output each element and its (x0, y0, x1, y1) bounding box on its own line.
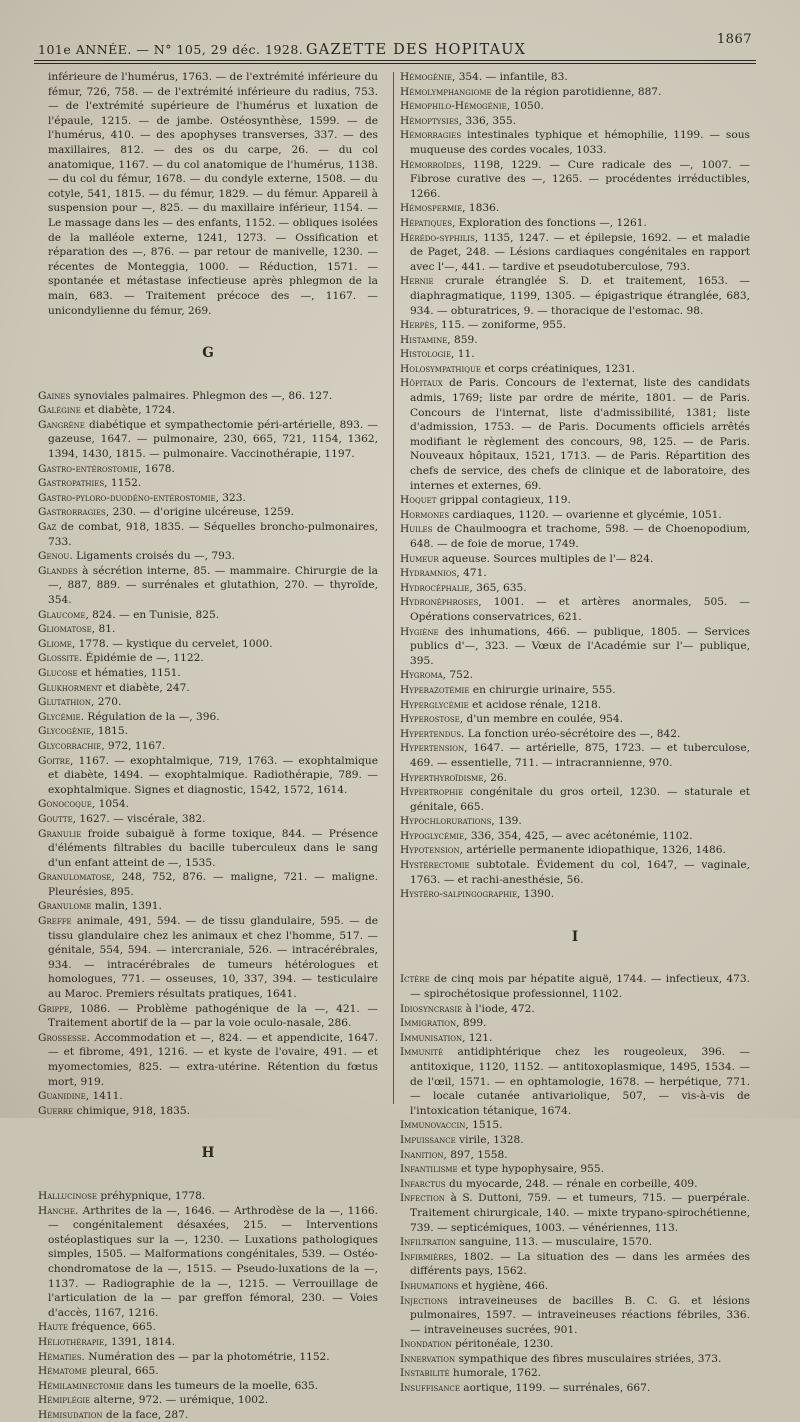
entry-heading: Gliomatose, (38, 623, 96, 636)
entry-references: 1836. (465, 202, 500, 215)
entry-references: Numération des — par la photométrie, 1152. (84, 1350, 330, 1363)
index-entry (400, 1337, 750, 1352)
entry-references: 121. (465, 1031, 493, 1044)
entry-heading: Haute (38, 1321, 68, 1334)
index-entry (38, 899, 378, 914)
index-entry (38, 739, 378, 754)
entry-references: 1390. (520, 888, 555, 901)
entry-references: 1050. (510, 100, 544, 113)
index-entry (38, 710, 378, 725)
entry-references: 1627. — viscérale, 382. (76, 812, 206, 825)
index-entry (400, 814, 750, 829)
index-entry (38, 754, 378, 798)
entry-heading: Immunovaccin, (400, 1119, 469, 1132)
entry-heading: Hémoptysies, (400, 114, 463, 127)
entry-heading: Hygroma, (400, 669, 447, 682)
index-entry (38, 827, 378, 871)
entry-heading: Hormones (400, 508, 450, 521)
entry-heading: Glycogénie, (38, 725, 95, 738)
index-entry (400, 595, 750, 624)
index-entry (38, 914, 378, 1002)
entry-heading: Guerre (38, 1104, 74, 1117)
entry-heading: Humeur (400, 552, 439, 565)
index-entry (38, 403, 378, 418)
index-entry (400, 201, 750, 216)
index-entry (400, 829, 750, 844)
entry-heading: Hoquet (400, 494, 437, 507)
entry-heading: Glycorrachie, (38, 739, 105, 752)
entry-heading: Hydramnios, (400, 567, 460, 580)
page-number: 1867 (716, 32, 752, 47)
entry-heading: Hypertendus. (400, 727, 465, 740)
entry-references: 1135, 1247. — et épilepsie, 1692. — et maladie de Paget, 248. — Lésions cardiaques congénitales en rapport avec l'—, 441. — tardive et pseudotuberculose, 793. (410, 231, 750, 273)
entry-references: de cinq mois par hépatite aiguë, 1744. — infectieux, 473. — spirochétosique professionnel, 1102. (410, 973, 750, 1001)
entry-references: sympathique des fibres musculaires striées, 373. (455, 1352, 722, 1365)
index-entry (400, 99, 750, 114)
entry-heading: Gastropathies, (38, 477, 108, 490)
entry-references: 270. (94, 696, 122, 709)
entry-references: antidiphtérique chez les rougeoleux, 396. — antitoxique, 1120, 1152. — antitoxoplasmique, 1495, 1534. — de l'œil, 1571. — en ophtamologie, 1678. — herpétique, 771. — locale cutanée antivariolique, 507, — vis-à-vis de l'intoxication tétanique, 1674. (410, 1046, 750, 1117)
entry-heading: Innervation (400, 1352, 456, 1365)
entry-references: 897, 1558. (446, 1148, 508, 1161)
entry-references: 1152. (107, 477, 142, 490)
index-entry (400, 858, 750, 887)
entry-references: à S. Duttoni, 759. — et tumeurs, 715. — puerpérale. Traitement chirurgicale, 140. — mixte trypano-spirochétienne, 739. — septicémiques, 1003. — vénériennes, 113. (410, 1192, 750, 1234)
entry-references: Accommodation et —, 824. — et appendicite, 1647. — et fibrome, 491, 1216. — et kyste de l'ovaire, 491. — et myomectomies, 825. — extra-utérine. Rétention du fœtus mort, 919. (48, 1031, 378, 1088)
entry-references: 824. — en Tunisie, 825. (88, 608, 220, 621)
index-entry (38, 651, 378, 666)
entry-heading: Hyperostose, (400, 713, 464, 726)
entry-references: alterne, 972. — urémique, 1002. (90, 1394, 269, 1407)
entry-references: froide subaiguë à forme toxique, 844. — Présence d'éléments filtrables du bacille tuberculeux dans le sang d'un enfant atteint de —, 1535. (48, 827, 378, 869)
entry-references: Exploration des fonctions —, 1261. (455, 216, 647, 229)
entry-references: 230. — d'origine ulcéreuse, 1259. (109, 506, 294, 519)
entry-heading: Insuffisance (400, 1382, 460, 1395)
index-entry (400, 70, 750, 85)
section-letter: H (201, 1145, 215, 1162)
index-entry (38, 1320, 378, 1335)
entry-heading: Hypotension, (400, 844, 464, 857)
entry-references: 139. (494, 815, 522, 828)
entry-references: de Chaulmoogra et trachome, 598. — de Choenopodium, 648. — de foie de morue, 1749. (410, 523, 750, 550)
index-entry (400, 333, 750, 348)
entry-references: artérielle permanente idiopathique, 1326, 1486. (463, 844, 726, 857)
entry-heading: Holosympathique (400, 362, 481, 375)
entry-heading: Hématome (38, 1365, 87, 1378)
entry-heading: Impuissance (400, 1133, 456, 1146)
index-entry (38, 1379, 378, 1394)
header-rule-double (34, 63, 756, 64)
entry-references: chimique, 918, 1835. (73, 1104, 190, 1117)
index-entry (38, 622, 378, 637)
index-entry (400, 785, 750, 814)
entry-heading: Hépatiques, (400, 216, 456, 229)
header-rule (34, 60, 756, 61)
entry-heading: Grossesse. (38, 1031, 90, 1044)
index-entry (400, 1235, 750, 1250)
entry-heading: Histologie, (400, 348, 455, 361)
index-entry (400, 85, 750, 100)
entry-references: 365, 635. (472, 581, 527, 594)
index-entry (38, 418, 378, 462)
entry-heading: Hanche. (38, 1204, 79, 1217)
index-entry (400, 1162, 750, 1177)
entry-references: des inhumations, 466. — publique, 1805. — Services publics d'—, 323. — Vœux de l'Académie sur l'— publique, 395. (410, 625, 750, 667)
entry-heading: Hydronéphroses, (400, 596, 482, 609)
entry-heading: Hémorragies (400, 129, 462, 142)
entry-references: grippal contagieux, 119. (436, 494, 571, 507)
entry-heading: Hypochlorurations, (400, 815, 495, 828)
entry-heading: Hydrocéphalie, (400, 581, 473, 594)
index-entry (400, 362, 750, 377)
entry-heading: Gliome, (38, 637, 76, 650)
index-entry (400, 771, 750, 786)
index-entry (400, 1381, 750, 1396)
entry-references: 899. (459, 1017, 487, 1030)
index-entry (400, 231, 750, 275)
entry-heading: Gastro-pyloro-duodéno-entérostomie, (38, 491, 219, 504)
entry-heading: Glukhorment (38, 681, 103, 694)
entry-references: 752. (446, 669, 474, 682)
journal-title: GAZETTE DES HOPITAUX (306, 42, 527, 58)
index-entry (38, 695, 378, 710)
index-entry (400, 522, 750, 551)
entry-references: diabétique et sympathectomie péri-artérielle, 893. — gazeuse, 1647. — pulmonaire, 230, 665, 721, 1154, 1362, 1394, 1430, 1815. — pulmonaire. Vaccinothérapie, 1197. (48, 418, 378, 461)
entry-references: Arthrites de la —, 1646. — Arthrodèse de la —, 1166. — congénitalement désaxées, 215. — Interventions ostéoplastiques sur la —, 1230. — Luxations pathologiques simples, 1505. — Malformations congénitales, 539. — Ostéo-chondromatose de la —, 1515. — Pseudo-luxations de la —, 1137. — Radiographie de la —, 1215. — Verrouillage de l'articulation de la — par greffon fémoral, 230. — Voies d'accès, 1167, 1216. (48, 1204, 378, 1319)
column-separator (393, 72, 394, 1104)
index-entry (400, 566, 750, 581)
index-entry (38, 1089, 378, 1104)
entry-heading: Glandes (38, 564, 78, 577)
entry-references: crurale étranglée S. D. et traitement, 1653. — diaphragmatique, 1199, 1305. — épigastrique étranglée, 683, 934. — obturatrices, 9. — thoracique de l'estomac. 98. (410, 275, 750, 317)
index-entry (400, 972, 750, 1001)
index-entry (400, 887, 750, 902)
index-entry (400, 493, 750, 508)
entry-references: 354. — infantile, 83. (455, 71, 568, 83)
entry-heading: Glossite. (38, 652, 83, 665)
entry-heading: Histamine, (400, 333, 451, 346)
index-entry (38, 1002, 378, 1031)
entry-heading: Granulomatose, (38, 871, 115, 884)
index-entry (400, 128, 750, 157)
index-entry (400, 1279, 750, 1294)
entry-references: 1815. (94, 725, 129, 738)
entry-heading: Hypertrophie (400, 786, 464, 799)
entry-heading: Hémophilo-Hémogénie, (400, 100, 511, 113)
entry-heading: Infantilisme (400, 1163, 458, 1176)
index-entry-continuation: inférieure de l'humérus, 1763. — de l'extrémité inférieure du fémur, 726, 758. — de l'extrémité inférieure du radius, 753. — de l'extrémité supérieure de l'humérus et luxation de l'épaule, 1215. — de jambe. Ostéosynthèse, 1599. — de l'humérus, 410. — des apophyses transverses, 337. — des maxillaires, 812. — des os du carpe, 26. — du col anatomique, 1167. — du col anatomique de l'humérus, 1138. — du col du fémur, 1678. — du condyle externe, 1508. — du cotyle, 541, 1815. — du fémur, 1829. — du fémur. Appareil à suspension pour —, 825. — du maxillaire inférieur, 1154. — Le massage dans les — des enfants, 1152. — obliques isolées de la malléole externe, 1241, 1273. — Ossification et réparation des —, 876. — par retour de manivelle, 1230. — récentes de Monteggia, 1000. — Réduction, 1571. — spontanée et métastase infectieuse après phlegmon de la main, 683. — Traitement précoce des —, 1167. — unicondylienne du fémur, 269. (48, 71, 378, 317)
entry-references: à l'iode, 472. (462, 1002, 535, 1015)
entry-references: 336, 355. (462, 114, 517, 127)
index-entry (38, 637, 378, 652)
page-header (38, 30, 752, 58)
index-entry (400, 727, 750, 742)
index-entry (400, 1148, 750, 1163)
entry-heading: Hyperazotémie (400, 683, 470, 696)
entry-heading: Goutte, (38, 812, 77, 825)
entry-heading: Glycémie. (38, 710, 85, 723)
index-entry (38, 666, 378, 681)
entry-references: et hygiène, 466. (458, 1279, 549, 1292)
entry-heading: Hypoglycémie, (400, 829, 468, 842)
issue-info: 101e ANNÉE. — N° 105, 29 déc. 1928. (38, 42, 304, 57)
index-entry (38, 564, 378, 608)
entry-references: et type hypophysaire, 955. (457, 1163, 604, 1176)
entry-heading: Gastrorragies, (38, 506, 110, 519)
entry-heading: Gangrène (38, 418, 85, 431)
entry-references: d'un membre en coulée, 954. (463, 713, 623, 726)
index-entry (400, 625, 750, 669)
index-entry (400, 1191, 750, 1235)
entry-references: 1086. — Problème pathogénique de la —, 421. — Traitement abortif de la — par la voie oculo-nasale, 286. (48, 1002, 378, 1030)
entry-heading: Hémolymphangiome (400, 85, 492, 98)
entry-references: et hématies, 1151. (77, 666, 181, 679)
index-entry (400, 114, 750, 129)
entry-references: en chirurgie urinaire, 555. (469, 683, 616, 696)
entry-references: cardiaques, 1120. — ovarienne et glycémie, 1051. (449, 508, 722, 521)
index-entry (38, 505, 378, 520)
entry-references: 1167. — exophtalmique, 719, 1763. — exophtalmique et diabète, 1494. — exophtalmique. Radiothérapie, 789. — exophtalmique. Signes et diagnostic, 1542, 1572, 1614. (48, 754, 378, 796)
index-entry (38, 1408, 378, 1422)
index-entry (400, 376, 750, 493)
entry-heading: Immigration, (400, 1017, 460, 1030)
entry-heading: Gaines (38, 389, 71, 402)
index-entry (400, 1016, 750, 1031)
entry-references: animale, 491, 594. — de tissu glandulaire, 595. — de tissu glandulaire chez les animaux et chez l'homme, 517. — génitale, 554, 594. — intercraniale, 526. — intracérébrales, 934. — intracérébrales de tumeurs hétérologues et homologues, 771. — osseuses, 10, 337, 394. — testiculaire au Maroc. Premiers résultats pratiques, 1641. (48, 915, 378, 1001)
entry-references: humorale, 1762. (449, 1367, 542, 1380)
entry-heading: Glaucome, (38, 608, 89, 621)
entry-references: péritonéale, 1230. (451, 1338, 554, 1351)
index-entry (38, 1189, 378, 1204)
entry-heading: Hôpitaux (400, 377, 443, 390)
index-entry (400, 1118, 750, 1133)
index-entry (38, 608, 378, 623)
entry-references: de la région parotidienne, 887. (491, 85, 662, 98)
index-entry (400, 274, 750, 318)
entry-references: à sécrétion interne, 85. — mammaire. Chirurgie de la —, 887, 889. — surrénales et glutathion, 270. — thyroïde, 354. (48, 564, 378, 606)
index-entry (400, 552, 750, 567)
index-entry (38, 476, 378, 491)
index-entry (400, 1002, 750, 1017)
index-entry (38, 491, 378, 506)
entry-references: Épidémie de —, 1122. (82, 652, 204, 665)
entry-references: dans les tumeurs de la moelle, 635. (123, 1379, 319, 1392)
entry-heading: Hématies. (38, 1350, 85, 1363)
entry-references: 1678. (141, 462, 175, 475)
entry-heading: Glutathion, (38, 696, 95, 709)
entry-heading: Inondation (400, 1338, 452, 1351)
entry-heading: Hémiplégie (38, 1394, 91, 1407)
index-entry (400, 741, 750, 770)
entry-references: Ligaments croisés du —, 793. (72, 550, 235, 563)
entry-references: de Paris. Concours de l'externat, liste des candidats admis, 1769; liste par ordre de mérite, 1801. — de Paris. Concours de l'internat, liste d'admissibilité, 1381; liste d'admission, 1753. — de Paris. Documents officiels arrêtés modifiant le règlement des concours, 98, 125. — de Paris. Nouveaux hôpitaux, 1521, 1713. — de Paris. Répartition des chefs de service, des chefs de clinique et de laboratoire, des internes et externes, 69. (410, 377, 750, 492)
index-entry (38, 724, 378, 739)
entry-heading: Gonocoque, (38, 798, 96, 811)
index-entry (38, 681, 378, 696)
entry-heading: Inhumations (400, 1279, 459, 1292)
index-entry (38, 520, 378, 549)
entry-heading: Goitre, (38, 754, 74, 767)
entry-heading: Hystérectomie (400, 859, 470, 872)
index-entry (38, 1031, 378, 1089)
entry-references: 1515. (468, 1119, 503, 1132)
entry-references: 1802. — La situation des — dans les armées des différents pays, 1562. (410, 1250, 750, 1278)
entry-heading: Hystéro-salpingographie, (400, 888, 521, 901)
entry-references: virile, 1328. (455, 1133, 524, 1146)
entry-references: 115. — zoniforme, 955. (437, 319, 567, 332)
entry-heading: Guanidine, (38, 1090, 90, 1103)
index-entry (38, 797, 378, 812)
entry-heading: Héliothérapie, (38, 1335, 108, 1348)
index-entry (400, 581, 750, 596)
entry-heading: Injections (400, 1294, 448, 1307)
entry-references: intraveineuses de bacilles B. C. G. et lésions pulmonaires, 1597. — intraveineuses réactions fébriles, 336. — intraveineuses sucrées, 901. (410, 1294, 750, 1336)
entry-heading: Immunité (400, 1046, 444, 1059)
entry-references: 972, 1167. (104, 739, 166, 752)
entry-heading: Hérédo-syphilis, (400, 231, 479, 244)
index-entry (400, 1045, 750, 1118)
entry-heading: Instabilité (400, 1367, 450, 1380)
index-entry (400, 698, 750, 713)
entry-references: 26. (486, 771, 508, 784)
entry-references: et corps créatiniques, 1231. (480, 362, 636, 375)
index-entry (400, 1031, 750, 1046)
entry-heading: Hygiène (400, 625, 439, 638)
entry-references: 859. (450, 333, 478, 346)
entry-heading: Hémorroïdes, (400, 158, 466, 171)
entry-references: 336, 354, 425, — avec acétonémie, 1102. (467, 829, 693, 842)
entry-references: 1001. — et artères anormales, 505. — Opérations conservatrices, 621. (410, 596, 750, 623)
index-entry (38, 1393, 378, 1408)
entry-references: et diabète, 247. (102, 681, 190, 694)
entry-heading: Ictère (400, 973, 430, 986)
entry-references: 1411. (89, 1090, 123, 1103)
index-entry (400, 347, 750, 362)
index-entry (38, 1350, 378, 1365)
entry-references: de combat, 918, 1835. — Séquelles broncho-pulmonaires, 733. (48, 521, 378, 548)
index-entry (38, 1104, 378, 1119)
entry-references: aortique, 1199. — surrénales, 667. (459, 1382, 651, 1395)
entry-heading: Gastro-entérostomie, (38, 462, 142, 475)
entry-heading: Hémospermie, (400, 202, 466, 215)
entry-references: 1778. — kystique du cervelet, 1000. (75, 637, 273, 650)
entry-references: et acidose rénale, 1218. (468, 698, 602, 711)
entry-references: 1391, 1814. (107, 1335, 176, 1348)
entry-heading: Inanition, (400, 1148, 447, 1161)
entry-heading: Genou. (38, 550, 73, 563)
entry-heading: Gaz (38, 521, 57, 534)
entry-references: 1198, 1229. — Cure radicale des —, 1007. — Fibrose curative des —, 1265. — procédentes irréductibles, 1266. (410, 158, 750, 200)
index-entry (400, 318, 750, 333)
entry-references: de la face, 287. (102, 1408, 189, 1421)
entry-references: sanguine, 113. — musculaire, 1570. (455, 1236, 653, 1249)
index-entry (400, 683, 750, 698)
entry-references: pleural, 665. (86, 1365, 159, 1378)
index-entry (400, 508, 750, 523)
index-entry (38, 812, 378, 827)
entry-heading: Granulome (38, 900, 92, 913)
index-entry (38, 549, 378, 564)
entry-heading: Hyperthyroïdisme, (400, 771, 487, 784)
index-entry (400, 668, 750, 683)
entry-heading: Hallucinose (38, 1189, 97, 1202)
entry-references: et diabète, 1724. (80, 404, 176, 417)
entry-heading: Granulie (38, 827, 82, 840)
entry-heading: Hernie (400, 275, 434, 288)
entry-heading: Infarctus (400, 1177, 446, 1190)
index-entry (38, 389, 378, 404)
entry-heading: Grippe, (38, 1002, 73, 1015)
entry-references: synoviales palmaires. Phlegmon des —, 86. 127. (70, 389, 333, 402)
section-letter: I (571, 928, 579, 945)
entry-references: congénitale du gros orteil, 1230. — staturale et génitale, 665. (410, 786, 750, 813)
index-entry (400, 216, 750, 231)
entry-references: subtotale. Évidement du col, 1647, — vaginale, 1763. — et rachi-anesthésie, 56. (410, 859, 750, 886)
index-entry (38, 870, 378, 899)
index-entry (38, 1204, 378, 1321)
right-column (400, 70, 750, 1396)
left-column (38, 70, 378, 1422)
entry-references: fréquence, 665. (67, 1321, 156, 1334)
index-entry (400, 1133, 750, 1148)
entry-heading: Herpès, (400, 319, 438, 332)
index-entry (38, 1335, 378, 1350)
entry-references: La fonction uréo-sécrétoire des —, 842. (464, 727, 681, 740)
entry-references: aqueuse. Sources multiples de l'— 824. (438, 552, 654, 565)
index-entry (400, 1250, 750, 1279)
entry-references: Régulation de la —, 396. (84, 710, 220, 723)
index-entry (38, 462, 378, 477)
entry-references: 248, 752, 876. — maligne, 721. — maligne. Pleurésies, 895. (48, 871, 378, 898)
entry-references: intestinales typhique et hémophilie, 1199. — sous muqueuse des cordes vocales, 1033. (410, 129, 750, 156)
entry-references: 471. (459, 567, 487, 580)
index-entry (400, 1177, 750, 1192)
index-entry (400, 1294, 750, 1338)
entry-heading: Hémisudation (38, 1408, 103, 1421)
entry-references: 11. (454, 348, 475, 361)
entry-references: 81. (95, 623, 116, 636)
entry-heading: Infection (400, 1192, 445, 1205)
entry-references: du myocarde, 248. — rénale en corbeille, 409. (445, 1177, 698, 1190)
entry-heading: Hypertension, (400, 742, 468, 755)
entry-references: 323. (218, 491, 246, 504)
index-entry (400, 1366, 750, 1381)
index-entry (38, 1364, 378, 1379)
entry-heading: Infiltration (400, 1236, 456, 1249)
entry-heading: Hyperglycémie (400, 698, 469, 711)
entry-heading: Infirmières, (400, 1250, 457, 1263)
section-letter: G (202, 345, 214, 362)
index-entry (400, 843, 750, 858)
entry-heading: Immunisation, (400, 1031, 466, 1044)
entry-references: 1647. — artérielle, 875, 1723. — et tuberculose, 469. — essentielle, 711. — intracrannienne, 970. (410, 742, 750, 769)
entry-heading: Galégine (38, 404, 81, 417)
index-entry (400, 158, 750, 202)
entry-heading: Hémogénie, (400, 71, 456, 83)
entry-heading: Hémilaminectomie (38, 1379, 124, 1392)
entry-heading: Glucose (38, 666, 78, 679)
entry-heading: Huiles (400, 523, 433, 536)
entry-references: malin, 1391. (91, 900, 162, 913)
index-entry (400, 712, 750, 727)
index-entry (400, 1352, 750, 1367)
entry-heading: Greffe (38, 915, 72, 928)
entry-heading: Idiosyncrasie (400, 1002, 463, 1015)
entry-references: préhypnique, 1778. (97, 1189, 206, 1202)
entry-references: 1054. (95, 798, 129, 811)
